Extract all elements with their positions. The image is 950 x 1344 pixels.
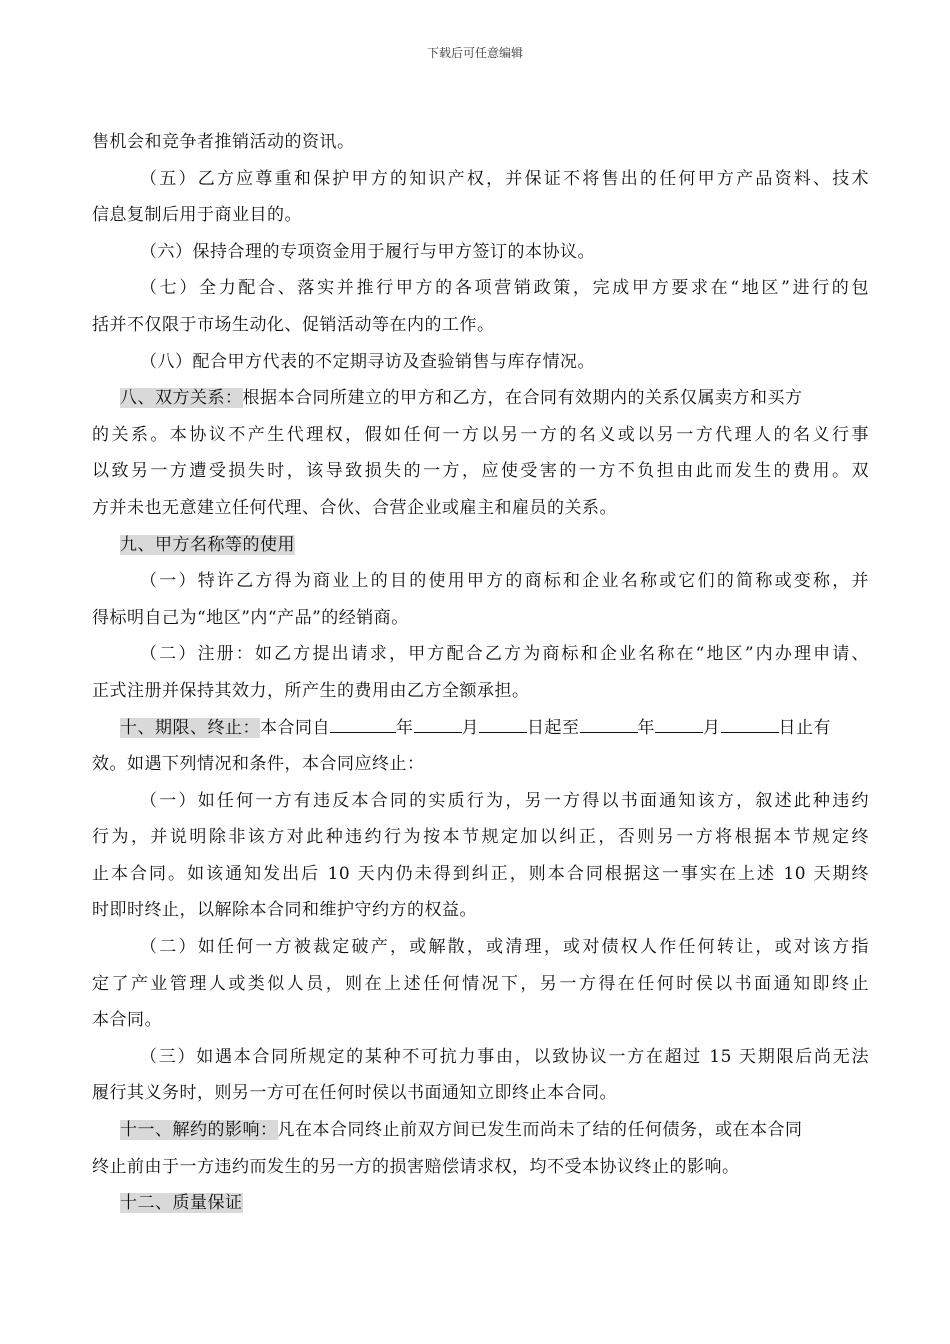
date-blank	[721, 714, 779, 733]
text-line: 止本合同。如该通知发出后 10 天内仍未得到纠正，则本合同根据这一事实在上述 10 天期终	[92, 863, 869, 884]
text-run: 年	[637, 717, 655, 738]
text-line: 的关系。本协议不产生代理权，假如任何一方以另一方的名义或以另一方代理人的名义行事	[92, 424, 869, 445]
text-run: 月	[461, 717, 479, 738]
text-line: 时即时终止，以解除本合同和维护守约方的权益。	[92, 900, 477, 921]
date-blank	[414, 714, 462, 733]
text-line: 履行其义务时，则另一方可在任何时侯以书面通知立即终止本合同。	[92, 1083, 617, 1104]
text-line: （六）保持合理的专项资金用于履行与甲方签订的本协议。	[140, 241, 595, 262]
section-heading: 九、甲方名称等的使用	[120, 534, 295, 555]
text-line: （二）注册：如乙方提出请求，甲方配合乙方为商标和企业名称在“地区”内办理申请、	[140, 644, 869, 665]
section-heading: 十二、质量保证	[120, 1193, 243, 1214]
section-11-first-line	[92, 1112, 869, 1149]
text-line: 本合同。	[92, 1010, 162, 1031]
text-line: （一）如任何一方有违反本合同的实质行为，另一方得以书面通知该方，叙述此种违约	[140, 790, 869, 811]
text-line: 售机会和竞争者推销活动的资讯。	[92, 132, 355, 152]
text-line: 终止前由于一方违约而发生的另一方的损害赔偿请求权，均不受本协议终止的影响。	[92, 1156, 740, 1177]
section-8-first-line	[92, 380, 869, 417]
date-blank	[330, 714, 396, 733]
text-run: 本合同自	[260, 717, 330, 738]
document-body	[92, 124, 869, 1222]
date-blank	[580, 714, 638, 733]
section-10-first-line	[92, 710, 869, 747]
text-line: （二）如任何一方被裁定破产，或解散，或清理，或对债权人作任何转让，或对该方指	[140, 937, 869, 958]
text-run: 根据本合同所建立的甲方和乙方，在合同有效期内的关系仅属卖方和买方	[242, 388, 803, 409]
text-line: 行为，并说明除非该方对此种违约行为按本节规定加以纠正，否则另一方将根据本节规定终	[92, 827, 869, 848]
text-line: 得标明自己为“地区”内“产品”的经销商。	[92, 607, 409, 628]
text-line: （一）特许乙方得为商业上的目的使用甲方的商标和企业名称或它们的简称或变称，并	[140, 571, 869, 592]
text-line: 方并未也无意建立任何代理、合伙、合营企业或雇主和雇员的关系。	[92, 497, 617, 518]
text-line: （五）乙方应尊重和保护甲方的知识产权，并保证不将售出的任何甲方产品资料、技术	[140, 168, 869, 189]
section-heading: 十一、解约的影响：	[120, 1120, 278, 1141]
text-line: 定了产业管理人或类似人员，则在上述任何情况下，另一方得在任何时侯以书面通知即终止	[92, 973, 869, 994]
text-line: （三）如遇本合同所规定的某种不可抗力事由，以致协议一方在超过 15 天期限后尚无法	[140, 1046, 869, 1067]
text-run: 日起至	[527, 717, 580, 738]
section-12-line	[92, 1185, 869, 1222]
text-line: 以致另一方遭受损失时，该导致损失的一方，应使受害的一方不负担由此而发生的费用。双	[92, 461, 869, 482]
text-run: 日止有	[778, 717, 831, 738]
text-run: 凡在本合同终止前双方间已发生而尚未了结的任何债务，或在本合同	[277, 1120, 803, 1141]
text-line: 信息复制后用于商业目的。	[92, 205, 302, 226]
text-line: 效。如遇下列情况和条件，本合同应终止：	[92, 754, 425, 775]
text-line: 正式注册并保持其效力，所产生的费用由乙方全额承担。	[92, 680, 530, 701]
section-9-line	[92, 527, 869, 564]
text-line: （七）全力配合、落实并推行甲方的各项营销政策，完成甲方要求在“地区”进行的包	[140, 278, 869, 299]
text-line: （八）配合甲方代表的不定期寻访及查验销售与库存情况。	[140, 351, 595, 372]
text-run: 年	[396, 717, 414, 738]
text-run: 月	[703, 717, 721, 738]
page-header: 下载后可任意编辑	[426, 46, 523, 60]
date-blank	[479, 714, 527, 733]
section-heading: 八、双方关系：	[120, 388, 243, 409]
date-blank	[655, 714, 703, 733]
text-line: 括并不仅限于市场生动化、促销活动等在内的工作。	[92, 314, 495, 335]
section-heading: 十、期限、终止：	[120, 717, 260, 738]
